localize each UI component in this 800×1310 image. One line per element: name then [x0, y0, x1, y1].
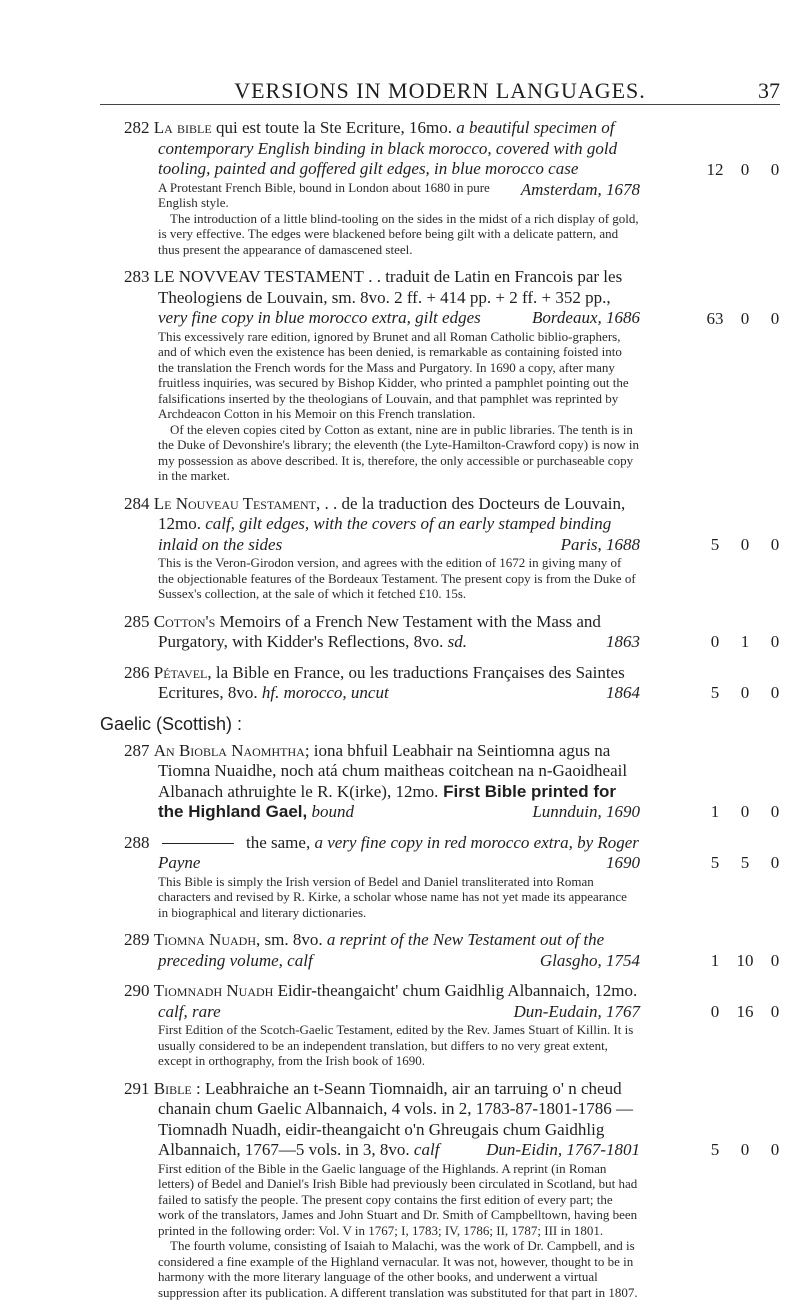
price-pence: 0	[770, 535, 780, 554]
entry-title: , sm. 8vo.	[256, 930, 323, 949]
entry-note	[100, 180, 790, 258]
entry-number: 286	[124, 662, 154, 682]
entry-imprint: 1864	[606, 683, 640, 702]
price-shillings: 5	[740, 853, 750, 872]
entry-description: very fine copy in blue morocco extra, gilt edges	[158, 308, 481, 327]
price-pounds: 0	[710, 1001, 720, 1021]
entry-title: Memoirs of a French New Testament with the Mass and Purgatory, with Kidder's Reflections, 8vo.	[158, 611, 601, 651]
ditto-dash	[162, 843, 234, 844]
price-shillings: 1	[740, 632, 750, 651]
entry-description: a very fine copy in red morocco extra, by Roger Payne	[158, 832, 639, 872]
note-paragraph: First edition of the Bible in the Gaelic language of the Highlands. A reprint (in Roman letters) of Bedel and Daniel's Irish Bible had previously been circulated in Scotland, but had failed to satisfy the people. The present copy contains the first edition of every part; the work of the translators, James and John Stuart and Dr. Smith of Campbelltown, having been printed in the following order: Vol. V in 1767; I, 1783; IV, 1786; II, 1787; III in 1801.	[158, 1160, 638, 1238]
entry-text	[100, 981, 790, 1022]
price-shillings: 10	[736, 950, 754, 970]
catalogue-entry	[100, 741, 790, 823]
entry-number: 287	[124, 740, 154, 760]
entry-heading: Le Nouveau Testament	[153, 493, 317, 513]
price-shillings: 0	[740, 1140, 750, 1159]
price-pounds: 5	[710, 535, 720, 554]
entry-number: 290	[124, 981, 154, 1000]
entry-imprint: Dun-Eidin, 1767-1801	[486, 1140, 640, 1159]
catalogue-entry	[100, 833, 790, 921]
entry-number: 289	[124, 930, 154, 949]
entry-price	[700, 535, 790, 556]
price-shillings: 16	[736, 1001, 754, 1021]
price-pence: 0	[770, 950, 780, 970]
note-paragraph: This Bible is simply the Irish version of Bedel and Daniel transliterated into Roman characters and revised by R. Kirke, a scholar whose name has not yet made its appearance in biographical and literary dictionaries.	[158, 873, 627, 920]
note-paragraph: This excessively rare edition, ignored by Brunet and all Roman Catholic biblio-graphers, and of which even the existence has been denied, is remarkable as containing foisted into the translation the French words for the Mass and Purgatory. In 1690 a copy, after many fruitless inquiries, was secured by Bishop Kidder, who printed a pamphlet pointing out the falsifications inserted by the theologians of Louvain, and that pamphlet was reprinted by Archdeacon Cotton in his Memoir on this French translation.	[158, 328, 629, 421]
entry-price	[700, 683, 790, 704]
note-paragraph: A Protestant French Bible, bound in London about 1680 in pure English style.	[158, 179, 490, 210]
price-pounds: 5	[710, 1140, 720, 1159]
price-pounds: 5	[710, 683, 720, 702]
entry-number: 285	[124, 611, 154, 631]
note-paragraph: The introduction of a little blind-tooling on the sides in the midst of a rich display of gold, is very effective. The edges were blackened before being gilt with a delicate pattern, and thus present the appearance of damascened steel.	[158, 210, 639, 257]
entry-heading: An Biobla Naomhtha	[153, 740, 305, 760]
page-number: 37	[758, 78, 780, 103]
price-shillings: 0	[740, 683, 750, 702]
entry-note	[100, 555, 790, 602]
entry-price	[700, 853, 790, 874]
entry-price	[700, 632, 790, 653]
entry-note	[100, 1161, 790, 1301]
entry-note	[100, 329, 790, 484]
entry-number: 282	[124, 118, 154, 137]
entry-number: 283	[124, 267, 154, 286]
entry-imprint: Amsterdam, 1678	[520, 179, 640, 199]
price-pounds: 5	[710, 853, 720, 872]
price-pence: 0	[770, 632, 780, 651]
entry-text	[100, 741, 790, 823]
entry-imprint: Dun-Eudain, 1767	[513, 1001, 640, 1021]
entry-price	[700, 951, 790, 972]
entry-description: calf, rare	[158, 1001, 221, 1021]
price-pence: 0	[770, 853, 780, 872]
entry-price	[700, 802, 790, 823]
price-shillings: 0	[740, 535, 750, 554]
price-pence: 0	[770, 802, 780, 821]
price-pounds: 1	[710, 950, 720, 970]
entry-imprint: 1863	[606, 632, 640, 651]
entry-number: 284	[124, 493, 154, 513]
note-paragraph: Of the eleven copies cited by Cotton as extant, nine are in public libraries. The tenth is in the Duke of Devonshire's library; the eleventh (the Lyte-Hamilton-Crawford copy) is now in my possession as above described. It is, therefore, the only accessible or purchaseable copy in the market.	[158, 421, 640, 483]
running-header	[100, 78, 780, 105]
entry-title: qui est toute la Ste Ecriture, 16mo.	[211, 118, 453, 137]
entry-description: a beautiful specimen of contemporary English binding in black morocco, covered with gold tooling, painted and goffered gilt edges, in blue morocco case	[158, 118, 618, 178]
entry-price	[700, 309, 790, 330]
entry-imprint: Glasgho, 1754	[539, 950, 640, 970]
entry-price	[700, 1140, 790, 1161]
entry-imprint: Lunnduin, 1690	[532, 802, 640, 821]
entry-heading: LE NOVVEAV TESTAMENT	[153, 267, 364, 286]
entry-text	[100, 1079, 790, 1161]
entry-price	[700, 1002, 790, 1023]
entry-heading: Cotton's	[153, 611, 216, 631]
entry-heading: Tiomnadh Nuadh	[153, 981, 274, 1000]
entry-title: ; iona bhfuil Leabhair na Seintiomna agus na Tiomna Nuaidhe, noch atá chum maitheas coitchean na n-Gaoidheail Albanach athruighte le R. K(irke), 12mo.	[158, 740, 628, 801]
entries-body	[100, 118, 790, 1310]
price-pounds: 0	[710, 632, 720, 651]
entry-text	[100, 267, 790, 329]
catalogue-entry	[100, 612, 790, 653]
entry-title: , la Bible en France, ou les traductions Françaises des Saintes Ecritures, 8vo.	[158, 662, 625, 702]
catalogue-entry	[100, 267, 790, 484]
catalogue-entry	[100, 494, 790, 602]
price-pence: 0	[770, 1001, 780, 1021]
entry-heading: La bible	[153, 118, 212, 137]
entry-title: the same,	[241, 832, 311, 852]
price-pounds: 63	[706, 308, 724, 328]
entry-description: calf, gilt edges, with the covers of an early stamped binding inlaid on the sides	[158, 514, 612, 554]
entry-price	[700, 160, 790, 181]
entry-description: sd.	[443, 632, 468, 651]
catalogue-entry	[100, 1079, 790, 1301]
catalogue-entry	[100, 930, 790, 971]
price-shillings: 0	[740, 159, 750, 179]
entry-imprint: 1690	[606, 853, 640, 872]
section-heading: Gaelic (Scottish) :	[100, 713, 243, 734]
entry-imprint: Paris, 1688	[560, 534, 640, 554]
entry-text	[100, 833, 790, 874]
note-paragraph: The fourth volume, consisting of Isaiah to Malachi, was the work of Dr. Campbell, and is considered a fine example of the Highland vernacular. It was not, however, thought to be in harmony with the more literary language of the other books, and underwent a virtual suppression after its publication. A different translation was substituted for that part in 1807.	[158, 1238, 638, 1300]
entry-highlight: First Bible printed for the Highland Gael,	[158, 781, 616, 821]
price-pounds: 1	[710, 802, 720, 821]
entry-title: . . traduit de Latin en Francois par les Theologiens de Louvain, sm. 8vo. 2 ff. + 414 pp. + 2 ff. + 352 pp.,	[158, 267, 623, 307]
entry-text	[100, 494, 790, 556]
page-title: VERSIONS IN MODERN LANGUAGES.	[234, 78, 646, 103]
catalogue-entry	[100, 663, 790, 704]
entry-heading: Bible	[153, 1078, 192, 1098]
entry-text	[100, 930, 790, 971]
entry-title: : Leabhraiche an t-Seann Tiomnaidh, air an tarruing o' n cheud chanain chum Gaelic Albannaich, 4 vols. in 2, 1783-87-1801-1786 —Tiomnadh Nuadh, eidir-theangaicht o'n Ghreugais chum Gaidhlig Albannaich, 1767—5 vols. in 3, 8vo.	[158, 1078, 633, 1159]
entry-note	[100, 1022, 790, 1069]
entry-note	[100, 874, 790, 921]
entry-heading: Tiomna Nuadh	[153, 930, 256, 949]
entry-title: , . . de la traduction des Docteurs de Louvain, 12mo.	[158, 493, 626, 533]
entry-title: Eidir-theangaicht' chum Gaidhlig Albannaich, 12mo.	[273, 981, 638, 1000]
entry-text	[100, 663, 790, 704]
entry-imprint: Bordeaux, 1686	[532, 308, 640, 327]
catalogue-entry	[100, 118, 790, 257]
entry-heading: Pétavel	[153, 662, 208, 682]
entry-number: 291	[124, 1078, 154, 1098]
entry-description: hf. morocco, uncut	[257, 683, 389, 702]
price-pence: 0	[770, 683, 780, 702]
price-pence: 0	[770, 1140, 780, 1159]
price-pounds: 12	[706, 159, 724, 179]
entry-description: calf	[409, 1140, 440, 1159]
catalogue-entry	[100, 981, 790, 1069]
note-paragraph: First Edition of the Scotch-Gaelic Testament, edited by the Rev. James Stuart of Killin. It is usually considered to be an independent translation, but differs to no very great extent, except in orthography, from the Irish book of 1690.	[158, 1022, 634, 1068]
entry-description: a reprint of the New Testament out of the preceding volume, calf	[158, 930, 605, 970]
price-shillings: 0	[740, 308, 750, 328]
entry-text	[100, 612, 790, 653]
note-paragraph: This is the Veron-Girodon version, and agrees with the edition of 1672 in giving many of the objectionable features of the Bordeaux Testament. The present copy is from the Duke of Sussex's collection, at the sale of which it fetched £10. 15s.	[158, 555, 636, 601]
price-pence: 0	[770, 159, 780, 179]
price-pence: 0	[770, 308, 780, 328]
price-shillings: 0	[740, 802, 750, 821]
entry-number: 288	[124, 832, 154, 852]
entry-description: bound	[307, 802, 354, 821]
